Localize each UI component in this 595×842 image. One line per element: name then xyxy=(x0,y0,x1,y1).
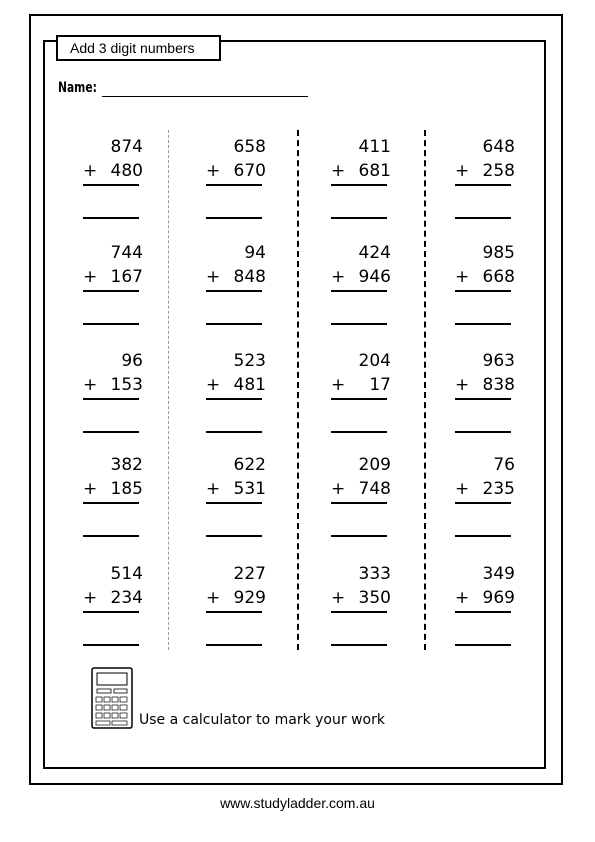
answer-line[interactable] xyxy=(455,431,511,433)
first-addend: 227 xyxy=(233,564,266,584)
first-addend: 96 xyxy=(121,351,143,371)
column-divider xyxy=(168,130,169,650)
sum-rule xyxy=(455,611,511,613)
column-divider xyxy=(297,130,299,650)
second-addend: 748 xyxy=(358,479,391,499)
second-addend: 235 xyxy=(482,479,515,499)
plus-sign: + xyxy=(331,267,346,287)
sum-rule xyxy=(331,290,387,292)
plus-sign: + xyxy=(455,375,470,395)
answer-line[interactable] xyxy=(206,644,262,646)
second-addend: 480 xyxy=(110,161,143,181)
footer-url[interactable]: www.studyladder.com.au xyxy=(220,795,375,811)
answer-line[interactable] xyxy=(331,535,387,537)
second-addend: 350 xyxy=(358,588,391,608)
first-addend: 333 xyxy=(358,564,391,584)
plus-sign: + xyxy=(455,267,470,287)
first-addend: 963 xyxy=(482,351,515,371)
first-addend: 514 xyxy=(110,564,143,584)
calculator-note: Use a calculator to mark your work xyxy=(139,712,385,728)
second-addend: 481 xyxy=(233,375,266,395)
answer-line[interactable] xyxy=(83,217,139,219)
second-addend: 929 xyxy=(233,588,266,608)
sum-rule xyxy=(455,502,511,504)
first-addend: 349 xyxy=(482,564,515,584)
sum-rule xyxy=(455,290,511,292)
second-addend: 969 xyxy=(482,588,515,608)
answer-line[interactable] xyxy=(331,217,387,219)
plus-sign: + xyxy=(331,161,346,181)
plus-sign: + xyxy=(83,588,98,608)
first-addend: 209 xyxy=(358,455,391,475)
first-addend: 874 xyxy=(110,137,143,157)
second-addend: 167 xyxy=(110,267,143,287)
plus-sign: + xyxy=(206,588,221,608)
sum-rule xyxy=(206,398,262,400)
first-addend: 648 xyxy=(482,137,515,157)
second-addend: 946 xyxy=(358,267,391,287)
first-addend: 76 xyxy=(493,455,515,475)
sum-rule xyxy=(83,290,139,292)
sum-rule xyxy=(206,611,262,613)
calculator-icon xyxy=(91,667,133,729)
sum-rule xyxy=(206,184,262,186)
sum-rule xyxy=(206,290,262,292)
answer-line[interactable] xyxy=(455,644,511,646)
plus-sign: + xyxy=(455,479,470,499)
first-addend: 523 xyxy=(233,351,266,371)
worksheet-title: Add 3 digit numbers xyxy=(56,35,221,61)
second-addend: 185 xyxy=(110,479,143,499)
second-addend: 234 xyxy=(110,588,143,608)
second-addend: 17 xyxy=(369,375,391,395)
second-addend: 848 xyxy=(233,267,266,287)
second-addend: 670 xyxy=(233,161,266,181)
plus-sign: + xyxy=(331,375,346,395)
second-addend: 153 xyxy=(110,375,143,395)
plus-sign: + xyxy=(206,267,221,287)
first-addend: 622 xyxy=(233,455,266,475)
sum-rule xyxy=(83,611,139,613)
second-addend: 681 xyxy=(358,161,391,181)
sum-rule xyxy=(206,502,262,504)
answer-line[interactable] xyxy=(206,217,262,219)
answer-line[interactable] xyxy=(206,323,262,325)
sum-rule xyxy=(83,502,139,504)
plus-sign: + xyxy=(206,161,221,181)
sum-rule xyxy=(331,184,387,186)
plus-sign: + xyxy=(83,161,98,181)
answer-line[interactable] xyxy=(83,535,139,537)
first-addend: 424 xyxy=(358,243,391,263)
sum-rule xyxy=(455,184,511,186)
first-addend: 411 xyxy=(358,137,391,157)
first-addend: 204 xyxy=(358,351,391,371)
first-addend: 985 xyxy=(482,243,515,263)
answer-line[interactable] xyxy=(331,323,387,325)
answer-line[interactable] xyxy=(83,323,139,325)
second-addend: 531 xyxy=(233,479,266,499)
plus-sign: + xyxy=(455,161,470,181)
sum-rule xyxy=(331,611,387,613)
plus-sign: + xyxy=(83,479,98,499)
name-field-line[interactable] xyxy=(102,96,308,97)
second-addend: 258 xyxy=(482,161,515,181)
answer-line[interactable] xyxy=(206,535,262,537)
answer-line[interactable] xyxy=(83,431,139,433)
sum-rule xyxy=(331,398,387,400)
first-addend: 94 xyxy=(244,243,266,263)
answer-line[interactable] xyxy=(206,431,262,433)
sum-rule xyxy=(83,184,139,186)
name-label: Name: xyxy=(58,80,97,96)
second-addend: 668 xyxy=(482,267,515,287)
first-addend: 744 xyxy=(110,243,143,263)
answer-line[interactable] xyxy=(83,644,139,646)
plus-sign: + xyxy=(83,267,98,287)
answer-line[interactable] xyxy=(331,644,387,646)
plus-sign: + xyxy=(331,479,346,499)
first-addend: 658 xyxy=(233,137,266,157)
first-addend: 382 xyxy=(110,455,143,475)
plus-sign: + xyxy=(206,479,221,499)
plus-sign: + xyxy=(206,375,221,395)
answer-line[interactable] xyxy=(455,217,511,219)
answer-line[interactable] xyxy=(331,431,387,433)
sum-rule xyxy=(83,398,139,400)
sum-rule xyxy=(455,398,511,400)
answer-line[interactable] xyxy=(455,535,511,537)
plus-sign: + xyxy=(83,375,98,395)
plus-sign: + xyxy=(455,588,470,608)
sum-rule xyxy=(331,502,387,504)
second-addend: 838 xyxy=(482,375,515,395)
answer-line[interactable] xyxy=(455,323,511,325)
plus-sign: + xyxy=(331,588,346,608)
column-divider xyxy=(424,130,426,650)
